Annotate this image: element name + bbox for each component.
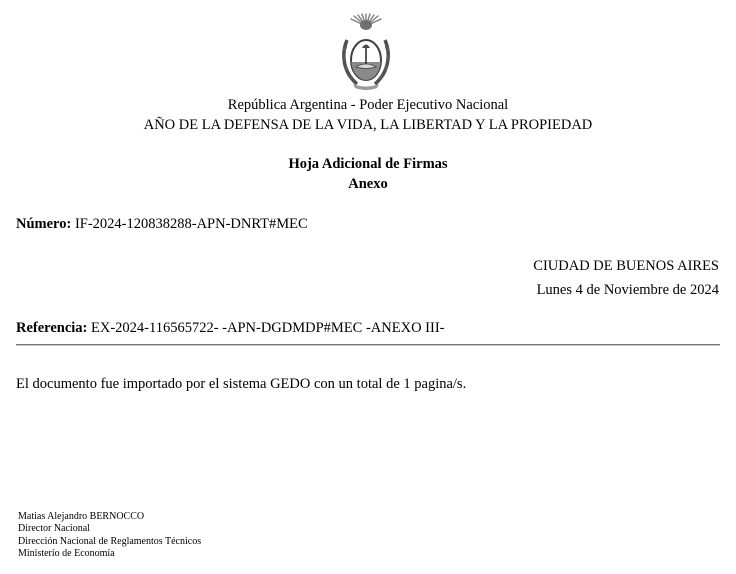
divider [16, 344, 720, 346]
signer-position: Director Nacional [18, 523, 90, 535]
document-date: Lunes 4 de Noviembre de 2024 [536, 282, 719, 298]
issuer-line: República Argentina - Poder Ejecutivo Nacional [227, 97, 509, 113]
reference-value: EX-2024-116565722- -APN-DGDMDP#MEC -ANEXO III- [91, 320, 445, 336]
body-text: El documento fue importado por el sistema GEDO con un total de 1 pagina/s. [16, 376, 467, 392]
argentina-coat-of-arms-icon [337, 12, 395, 92]
year-motto: AÑO DE LA DEFENSA DE LA VIDA, LA LIBERTAD Y LA PROPIEDAD [143, 117, 593, 133]
signer-office: Dirección Nacional de Reglamentos Técnicos [18, 535, 202, 547]
document-number-value: IF-2024-120838288-APN-DNRT#MEC [74, 216, 308, 232]
document-title: Hoja Adicional de Firmas [288, 156, 448, 172]
signer-name: Matias Alejandro BERNOCCO [18, 511, 145, 522]
signature-block [18, 511, 201, 561]
document-number [16, 216, 308, 233]
reference [16, 320, 444, 337]
signer-ministry: Ministerio de Economía [18, 548, 115, 560]
document-number-label: Número: [16, 216, 72, 232]
reference-label: Referencia: [16, 320, 88, 336]
document-subtitle: Anexo [348, 176, 388, 192]
city: CIUDAD DE BUENOS AIRES [533, 258, 719, 274]
